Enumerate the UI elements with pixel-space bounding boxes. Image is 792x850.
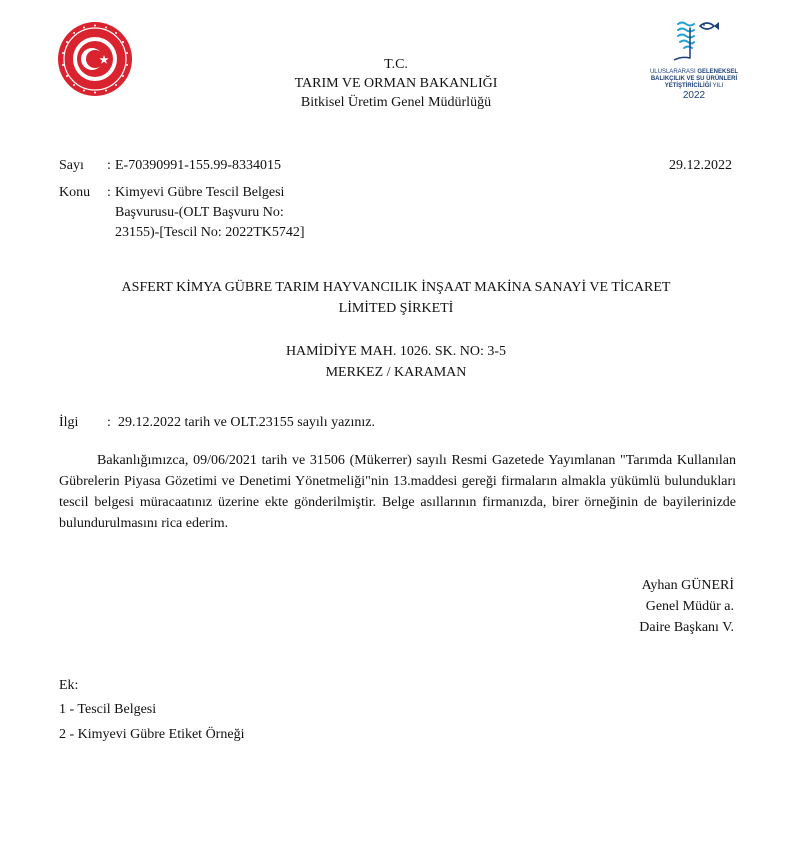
sayi-label: Sayı <box>59 158 84 173</box>
recipient-address <box>30 341 762 383</box>
sayi-colon: : <box>107 158 111 173</box>
address-line: HAMİDİYE MAH. 1026. SK. NO: 3-5 <box>285 344 507 359</box>
konu-colon: : <box>107 185 111 200</box>
logo-year: 2022 <box>682 90 706 101</box>
ilgi-label: İlgi <box>59 415 79 430</box>
ministry-seal-logo <box>56 20 134 98</box>
logo-text-line3a: YETİŞTİRİCİLİĞİ <box>664 83 712 89</box>
recipient-company <box>30 277 762 319</box>
letterhead <box>196 55 596 112</box>
address-line: MERKEZ / KARAMAN <box>325 365 467 380</box>
logo-text-line2: BALIKÇILIK VE SU ÜRÜNLERİ <box>650 76 738 82</box>
logo-text-line1b: GELENEKSEL <box>697 69 739 75</box>
signature-block <box>639 575 734 638</box>
ilgi-colon: : <box>107 415 111 430</box>
country-label: T.C. <box>384 57 408 72</box>
sayi-value: E-70390991-155.99-8334015 <box>115 158 282 173</box>
ilgi-text: 29.12.2022 tarih ve OLT.23155 sayılı yazınız. <box>118 415 376 430</box>
attachments-label: Ek: <box>59 678 79 693</box>
ministry-name: TARIM VE ORMAN BAKANLIĞI <box>294 76 498 91</box>
signatory-name: Ayhan GÜNERİ <box>641 578 734 593</box>
konu-line: Kimyevi Gübre Tescil Belgesi <box>115 185 285 200</box>
signatory-title-2: Daire Başkanı V. <box>639 620 734 635</box>
konu-line: Başvurusu-(OLT Başvuru No: <box>115 205 284 220</box>
department-name: Bitkisel Üretim Genel Müdürlüğü <box>300 95 492 110</box>
body-paragraph: Bakanlığımızca, 09/06/2021 tarih ve 31506 (Mükerrer) sayılı Resmi Gazetede Yayımlanan "Tarımda Kullanılan Gübrelerin Piyasa Gözetimi ve Denetimi Yönetmeliği"nin 13.maddesi gereği firmaların almakla yükümlü bulundukları tescil belgesi müracaatınız üzerine ekte gönderilmiştir. Belge asıllarının firmanızda, birer örneğinin de bayilerinizde bulundurulmasını rica ederim. <box>59 453 736 531</box>
company-line: ASFERT KİMYA GÜBRE TARIM HAYVANCILIK İNŞAAT MAKİNA SANAYİ VE TİCARET <box>121 280 671 295</box>
attachment-item: 1 - Tescil Belgesi <box>59 702 157 717</box>
fisheries-wave-icon <box>644 16 744 64</box>
attachment-item: 2 - Kimyevi Gübre Etiket Örneği <box>59 727 245 742</box>
logo-text-line3b: YILI <box>712 83 724 89</box>
konu-value <box>115 183 305 243</box>
konu-label: Konu <box>59 185 91 200</box>
logo-text-line1a: ULUSLARARASI <box>649 69 696 75</box>
signatory-title-1: Genel Müdür a. <box>645 599 734 614</box>
konu-line: 23155)-[Tescil No: 2022TK5742] <box>115 225 305 240</box>
document-date: 29.12.2022 <box>669 158 732 173</box>
fisheries-year-logo <box>644 16 744 106</box>
company-line: LİMİTED ŞİRKETİ <box>338 301 454 316</box>
